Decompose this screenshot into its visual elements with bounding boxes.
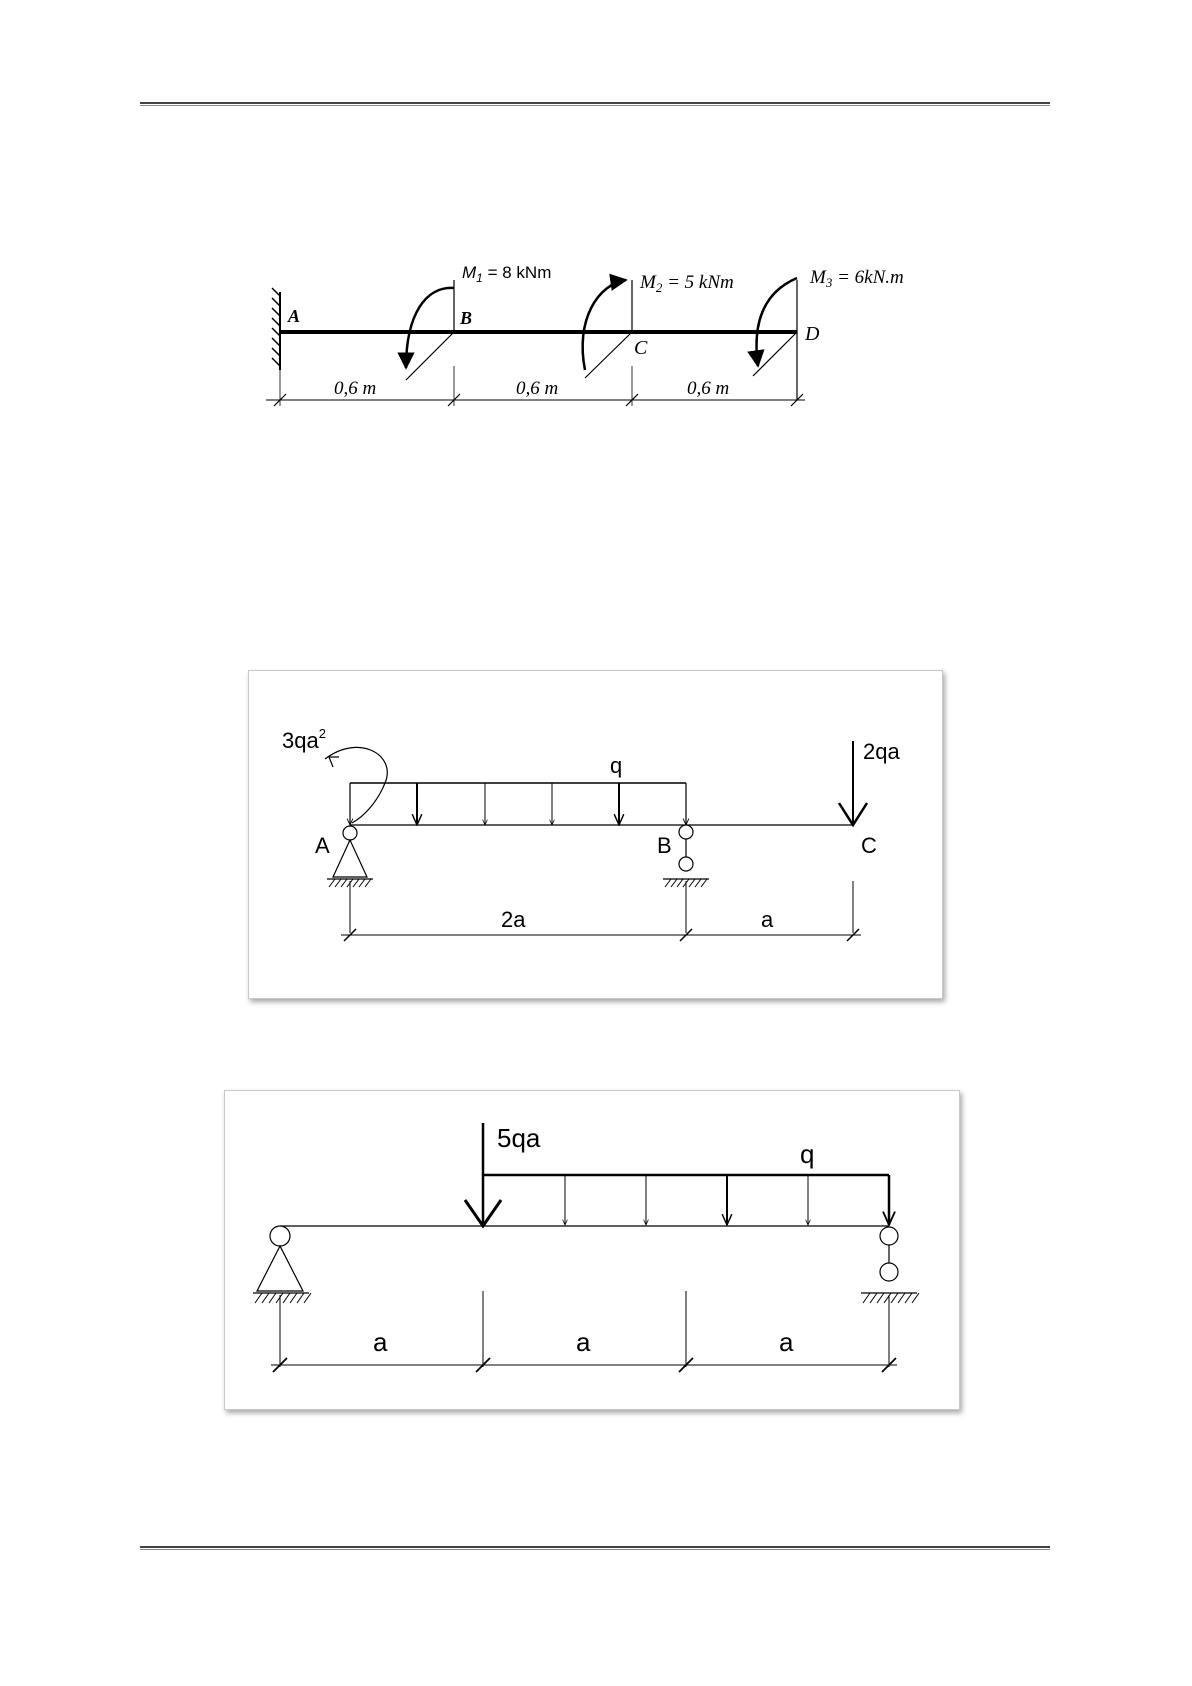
distributed-load-label: q [610,753,623,778]
point-label-b: B [657,833,672,858]
point-load-label: 2qa [863,739,900,764]
fixed-support [272,288,280,370]
dimension-label-3: a [779,1327,794,1357]
distributed-load [483,1175,889,1225]
moment-m1-label: $M_1 = 8$ kNm [462,263,552,285]
dimension-label-2: a [576,1327,591,1357]
dimension-label-3: 0,6 m [687,378,730,399]
point-label-a: A [315,833,330,858]
point-label-c: C [861,833,877,858]
dimension-label-2: 0,6 m [516,378,559,399]
moment-load [325,747,387,823]
moment-arrowhead [329,757,339,767]
dimension-label-1: 0,6 m [334,378,377,399]
point-label-b: B [460,308,473,328]
dimension-label-a: a [761,907,774,932]
cantilever-beam-diagram [250,250,950,420]
dimension-label-1: a [373,1327,388,1357]
moment-m2-label: $M_2 = 5$ kNm [640,272,734,295]
overhang-beam-diagram [249,671,942,998]
dimension-label-2a: 2a [501,907,526,932]
distributed-load-label: q [800,1139,815,1169]
point-label-c: C [634,337,648,359]
header-rule [140,102,1050,106]
overhang-beam-panel [248,670,943,999]
moment-m3-label: $M_3 = 6kN.m$ [810,267,904,290]
point-label-a: A [288,306,301,326]
simply-supported-beam-diagram [225,1091,959,1409]
point-load-label: 5qa [497,1123,541,1153]
pin-support [327,826,373,887]
moment-m2 [583,280,632,378]
distributed-load [350,783,686,825]
moment-m3 [753,278,797,400]
dimension-line [341,881,861,941]
simply-supported-beam-panel [224,1090,960,1410]
moment-load-label: $3qa^2$ [282,726,326,753]
footer-rule [140,1546,1050,1550]
roller-support [861,1227,919,1303]
point-label-d: D [805,323,820,345]
pin-support [253,1226,311,1303]
